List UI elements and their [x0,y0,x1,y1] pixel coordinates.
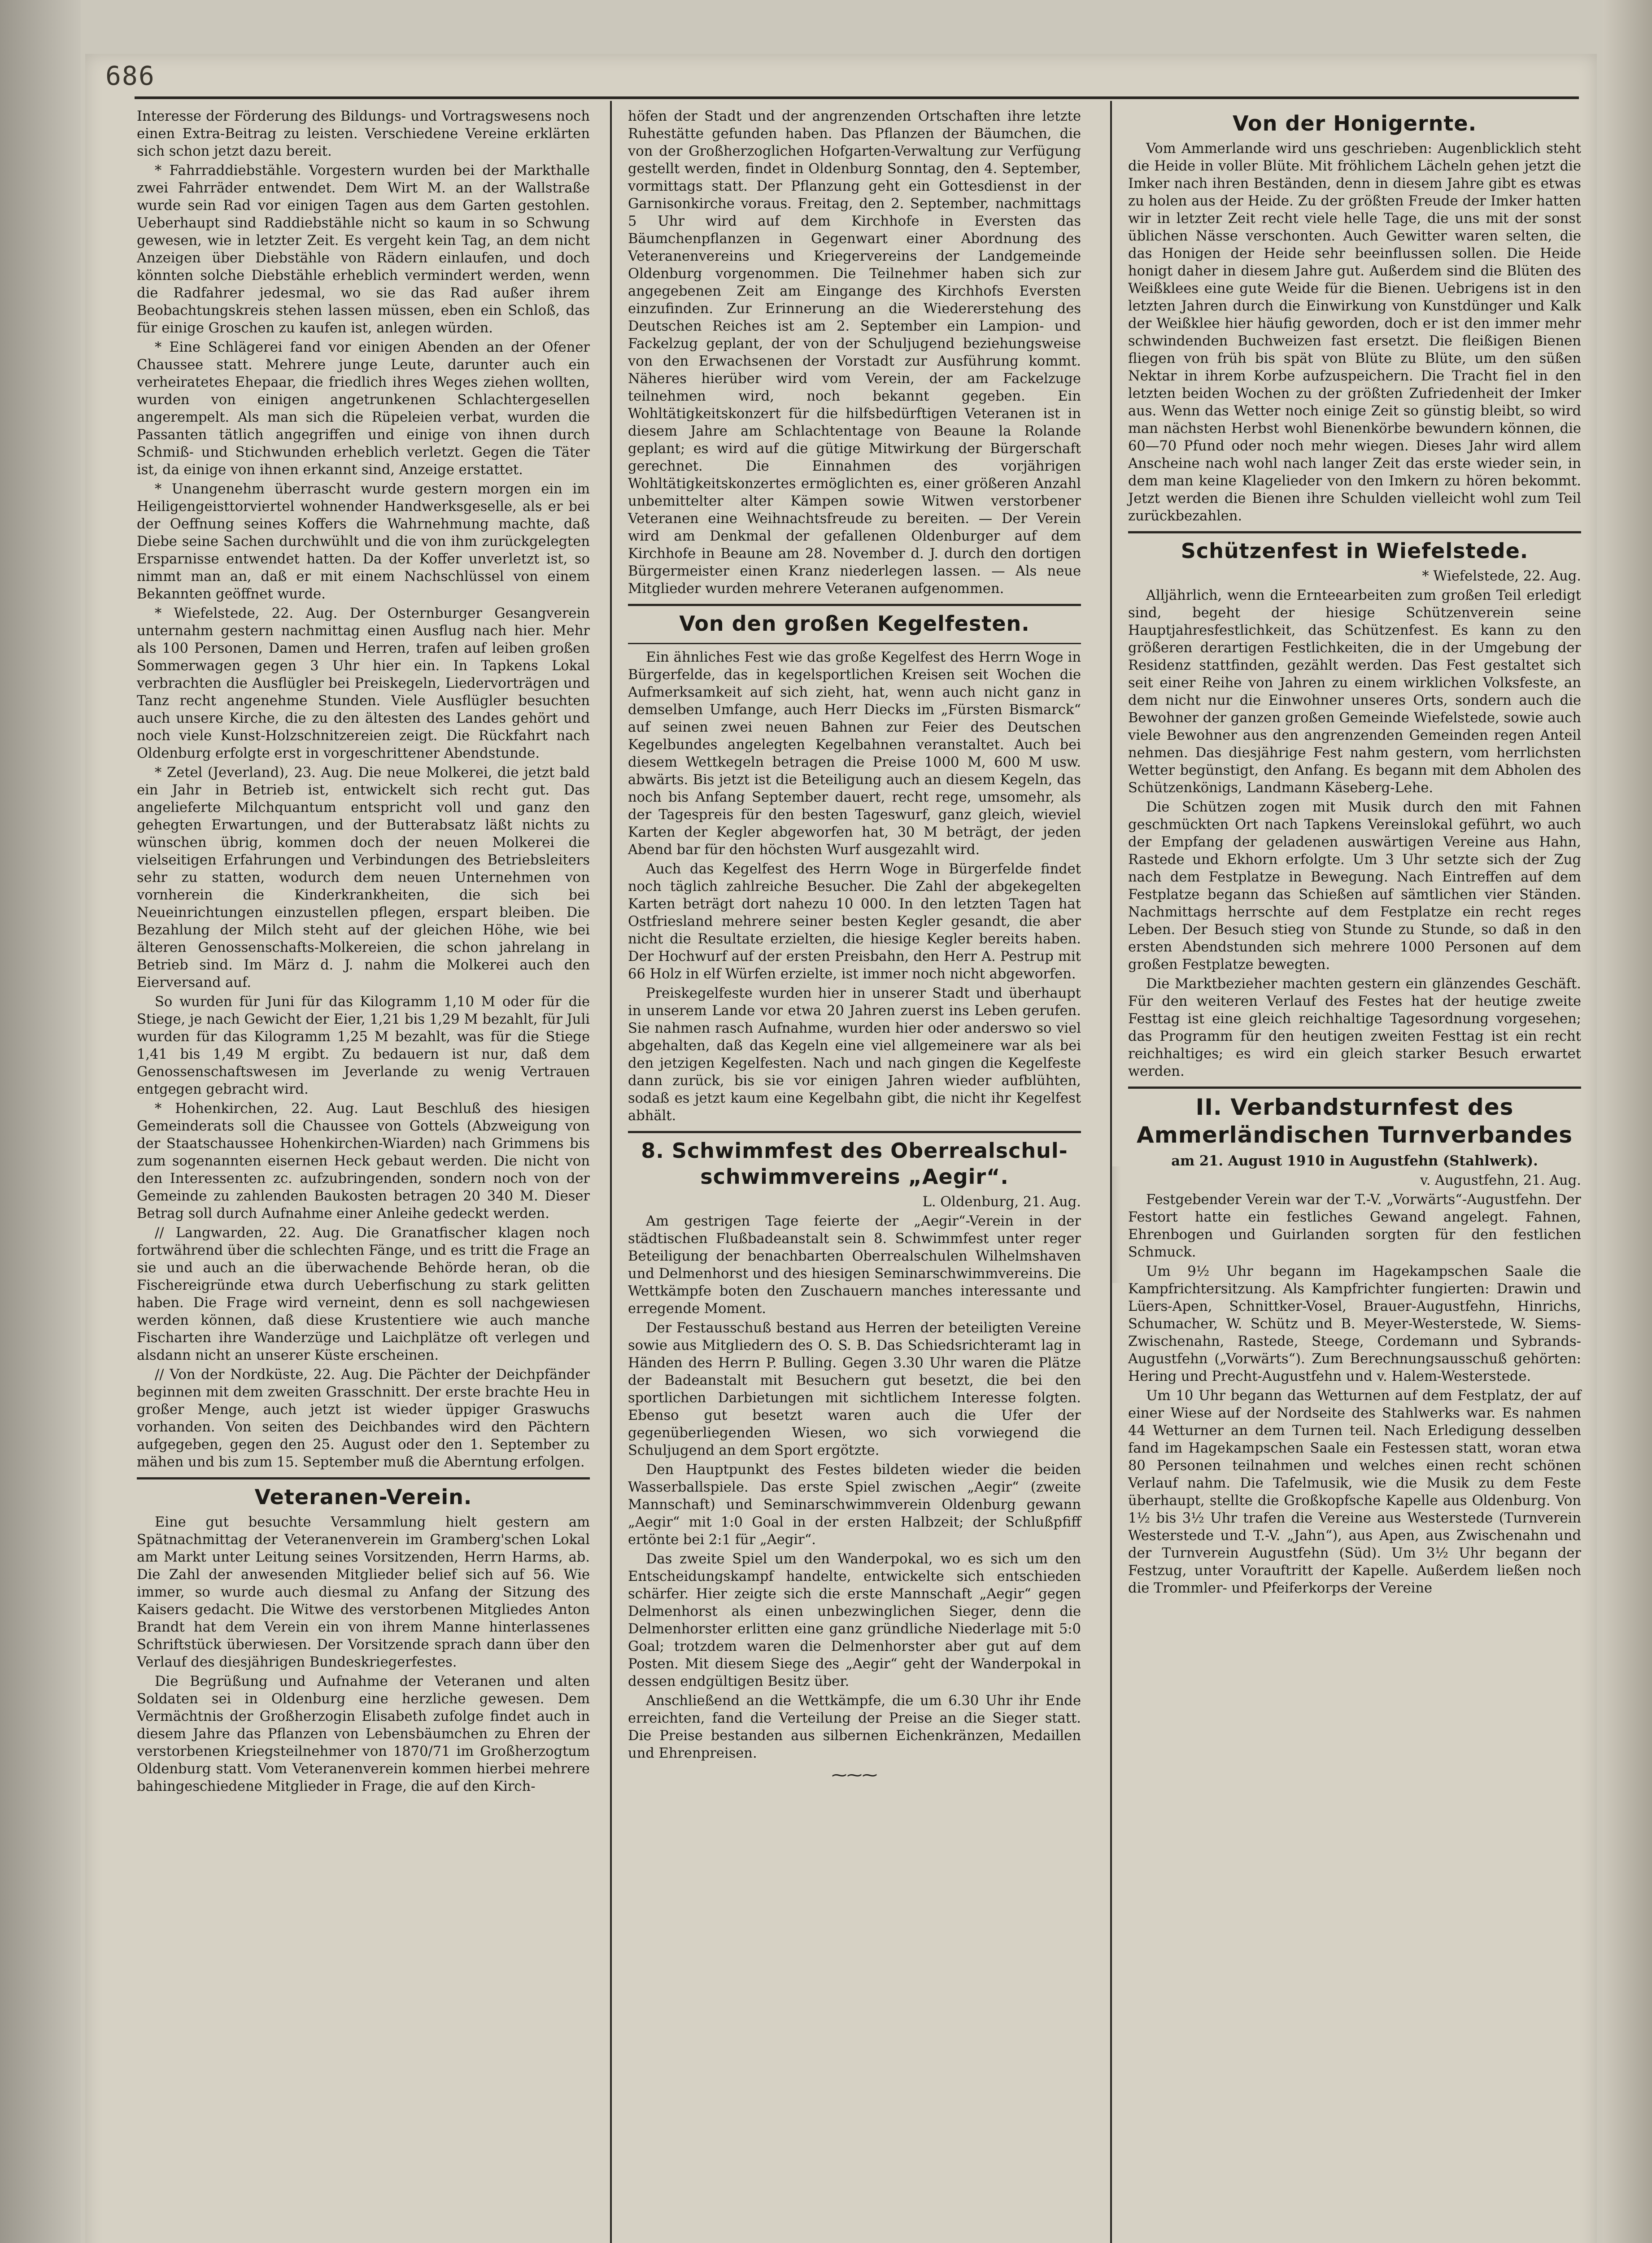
article-paragraph: Die Begrüßung und Aufnahme der Veteranen und alten Soldaten sei in Oldenburg eine herzliche gewesen. Dem Vermächtnis der Großherzogin Elisabeth zufolge findet auch in diesem Jahre das Pflanzen von Lebensbäumchen zu Ehren der verstorbenen Kriegsteilnehmer von 1870/71 im Großherzogtum Oldenburg statt. Vom Veteranenverein kommen hierbei mehrere bahingeschiedene Mitglieder in Frage, die auf den Kirch- [137,1674,590,1794]
article-paragraph: // Von der Nordküste, 22. Aug. Die Pächter der Deichpfänder beginnen mit dem zweiten Grasschnitt. Der erste brachte Heu in großer Menge, auch jetzt ist wieder üppiger Graswuchs vorhanden. Von seiten des Deichbandes wird den Pächtern aufgegeben, gegen den 25. August oder den 1. September zu mähen und bis zum 15. September muß die Aberntung erfolgen. [137,1367,590,1470]
dateline: v. Augustfehn, 21. Aug. [1420,1173,1581,1188]
article-paragraph: Die Marktbezieher machten gestern ein glänzendes Geschäft. Für den weiteren Verlauf des Festes hat der heutige zweite Festtag ist eine gleich reichhaltige Tagesordnung vorgesehen; das Programm für den heutigen zweiten Festtag ist ein recht reichhaltiges; es wird ein gleich starker Besuch erwartet werden. [1128,976,1581,1079]
top-rule [135,96,1579,99]
heading-kegelfeste: Von den großen Kegelfesten. [679,611,1030,636]
article-paragraph: Alljährlich, wenn die Ernteearbeiten zum großen Teil erledigt sind, begeht der hiesige Schützenverein seine Hauptjahresfestlichkeit, das Schützenfest. Es kann zu den größeren derartigen Festlichkeiten, die in der Umgebung der Residenz stattfinden, gezählt werden. Das Fest gestaltet sich seit einer Reihe von Jahren zu einem wirklichen Volksfeste, an dem nicht nur die Einwohner unseres Orts, sondern auch die Bewohner der ganzen großen Gemeinde Wiefelstede, sowie auch viele Bewohner aus den angrenzenden Gemeinden regen Anteil nehmen. Das diesjährige Fest nahm gestern, vom herrlichsten Wetter begünstigt, den Anfang. Es begann mit dem Abholen des Schützenkönigs, Landmann Käseberg-Lehe. [1128,588,1581,796]
column-rule-2 [1110,101,1112,2243]
article-paragraph: * Unangenehm überrascht wurde gestern morgen ein im Heiligengeisttorviertel wohnender Handwerksgeselle, als er bei der Oeffnung seines Koffers die Wahrnehmung machte, daß Diebe seine Sachen durchwühlt und die von ihm zurückgelegten Ersparnisse entwendet hatten. Da der Koffer unverletzt ist, so nimmt man an, daß er mit einem Nachschlüssel von einem Bekannten geöffnet wurde. [137,481,590,602]
article-paragraph: höfen der Stadt und der angrenzenden Ortschaften ihre letzte Ruhestätte gefunden haben. Das Pflanzen der Bäumchen, die von der Großherzoglichen Hofgarten-Verwaltung zur Verfügung gestellt werden, findet in Oldenburg Sonntag, den 4. September, vormittags statt. Der Pflanzung geht ein Gottesdienst in der Garnisonkirche voraus. Freitag, den 2. September, nachmittags 5 Uhr wird auf dem Kirchhofe in Eversten das Bäumchenpflanzen in Gegenwart einer Abordnung des Veteranenvereins und Kriegervereins der Landgemeinde Oldenburg vorgenommen. Die Teilnehmer haben sich zur angegebenen Zeit am Eingange des Kirchhofs Eversten einzufinden. Zur Erinnerung an die Wiedererstehung des Deutschen Reiches ist am 2. September ein Lampion- und Fackelzug geplant, der von der Schuljugend beziehungsweise von den Erwachsenen der Vorstadt zur Ausführung kommt. Näheres hierüber wird vom Verein, der am Fackelzuge teilnehmen wird, noch bekannt gegeben. Ein Wohltätigkeitskonzert für die hilfsbedürftigen Veteranen ist in diesem Jahre am Schlachtentage von Beaune la Rolande geplant; es wird auf die gütige Mitwirkung der Bürgerschaft gerechnet. Die Einnahmen des vorjährigen Wohltätigkeitskonzertes ermöglichten es, einer größeren Anzahl unbemittelter alter Kämpen sowie Witwen verstorbener Veteranen eine Weihnachtsfreude zu bereiten. — Der Verein wird am Denkmal der gefallenen Oldenburger auf dem Kirchhofe in Beaune am 28. November d. J. durch den dortigen Bürgermeister einen Kranz niederlegen lassen. — Als neue Mitglieder wurden mehrere Veteranen aufgenommen. [628,109,1081,597]
dateline: * Wiefelstede, 22. Aug. [1422,568,1581,584]
heading-veteranen-verein: Veteranen-Verein. [254,1485,472,1509]
article-paragraph: So wurden für Juni für das Kilogramm 1,10 M oder für die Stiege, je nach Gewicht der Eier, 1,21 bis 1,29 M bezahlt, für Juli wurden für das Kilogramm 1,25 M bezahlt, was für die Stiege 1,41 bis 1,49 M ergibt. Zu bedauern ist nur, daß dem Genossenschaftswesen im Jeverlande zu wenig Vertrauen entgegen gebracht wird. [137,994,590,1097]
heading-honigernte: Von der Honigernte. [1232,111,1477,135]
article-paragraph: Anschließend an die Wettkämpfe, die um 6.30 Uhr ihr Ende erreichten, fand die Verteilung der Preise an die Sieger statt. Die Preise bestanden aus silbernen Eichenkränzen, Medaillen und Ehrenpreisen. [628,1693,1081,1761]
subheading: am 21. August 1910 in Augustfehn (Stahlwerk). [1171,1153,1538,1169]
article-paragraph: * Wiefelstede, 22. Aug. Der Osternburger Gesangverein unternahm gestern nachmittag einen Ausflug nach hier. Mehr als 100 Personen, Damen und Herren, trafen auf leiben großen Sommerwagen gegen 3 Uhr hier ein. In Tapkens Lokal verbrachten die Ausflügler bei Preiskegeln, Liedervorträgen und Tanz recht angenehme Stunden. Viele Ausflügler besuchten auch unsere Kirche, die zu den ältesten des Landes gehört und noch viele Kunst-Holzschnitzereien zeigt. Die Rückfahrt nach Oldenburg erfolgte erst in vorgeschrittener Abendstunde. [137,606,590,761]
article-paragraph: Am gestrigen Tage feierte der „Aegir“-Verein in der städtischen Flußbadeanstalt sein 8. Schwimmfest unter reger Beteiligung der benachbarten Oberrealschulen Wilhelmshaven und Delmenhorst und des hiesigen Seminarschwimmvereins. Die Wettkämpfe boten den Zuschauern manches interessante und erregende Moment. [628,1213,1081,1317]
article-paragraph: Ein ähnliches Fest wie das große Kegelfest des Herrn Woge in Bürgerfelde, das in kegelsportlichen Kreisen seit Wochen die Aufmerksamkeit auf sich zieht, hat, wenn auch nicht ganz in demselben Umfange, auch Herr Diecks im „Fürsten Bismarck“ auf seinen zwei neuen Bahnen zur Feier des Deutschen Kegelbundes angelegten Kegelbahnen veranstaltet. Auch bei diesem Wettkegeln betragen die Preise 1000 M, 600 M usw. abwärts. Bis jetzt ist die Beteiligung auch an diesem Kegeln, das noch bis Anfang September dauert, recht rege, umsomehr, als der Tagespreis für den besten Tageswurf, ganz gleich, wieviel Karten der Kegler abgeworfen hat, 30 M beträgt, der jeden Abend bar für den höchsten Wurf ausgezahlt wird. [628,650,1081,858]
article-paragraph: Um 9½ Uhr begann im Hagekampschen Saale die Kampfrichtersitzung. Als Kampfrichter fungierten: Drawin und Lüers-Apen, Schnittker-Vosel, Brauer-Augustfehn, Hinrichs, Schumacher, W. Schütz und B. Meyer-Westerstede, W. Siems-Zwischenahn, Rastede, Steege, Cordemann und Sybrands-Augustfehn („Vorwärts“). Zum Berechnungsausschuß gehörten: Hering und Precht-Augustfehn und v. Halem-Westerstede. [1128,1264,1581,1384]
article-paragraph: Das zweite Spiel um den Wanderpokal, wo es sich um den Entscheidungskampf handelte, entwickelte sich entschieden schärfer. Hier zeigte sich die erste Mannschaft „Aegir“ gegen Delmenhorst als einen unbezwinglichen Sieger, denn die Delmenhorster erlitten eine ganz gründliche Niederlage mit 5:0 Goal; trotzdem waren die Delmenhorster aber gut auf dem Posten. Mit diesem Siege des „Aegir“ geht der Wanderpokal in dessen endgültigen Besitz über. [628,1551,1081,1689]
book-gutter [0,0,81,2243]
heading-schwimmfest: 8. Schwimmfest des Oberrealschul-schwimmvereins „Aegir“. [641,1139,1068,1189]
article-paragraph: * Hohenkirchen, 22. Aug. Laut Beschluß des hiesigen Gemeinderats soll die Chaussee von Gottels (Abzweigung von der Staatschaussee Hohenkirchen-Wiarden) nach Grimmens bis zum sogenannten eisernen Heck gebaut werden. Die nicht von den Interessenten zc. aufzubringenden, sondern noch von der Gemeinde zu zahlenden Baukosten betragen 20 340 M. Dieser Betrag soll durch Aufnahme einer Anleihe gedeckt werden. [137,1101,590,1222]
article-paragraph: Die Schützen zogen mit Musik durch den mit Fahnen geschmückten Ort nach Tapkens Vereinslokal geführt, wo auch der Empfang der geladenen auswärtigen Vereine aus Hahn, Rastede und Ekhorn erfolgte. Um 3 Uhr setzte sich der Zug nach dem Festplatze in Bewegung. Nach Eintreffen auf dem Festplatze begann das Schießen auf sämtlichen vier Ständen. Nachmittags herrschte auf dem Festplatze ein recht reges Leben. Der Besuch stieg von Stunde zu Stunde, so daß in den ersten Abendstunden sich mehrere 1000 Personen auf dem großen Festplatze bewegten. [1128,799,1581,973]
article-paragraph: Der Festausschuß bestand aus Herren der beteiligten Vereine sowie aus Mitgliedern des O. S. B. Das Schiedsrichteramt lag in Händen des Herrn P. Bulling. Gegen 3.30 Uhr waren die Plätze der Badeanstalt mit Besuchern gut besetzt, die bei den sportlichen Darbietungen mit sichtlichem Interesse folgten. Ebenso gut besetzt waren auch die Ufer der gegenüberliegenden Wiesen, wo sich vorwiegend die Schuljugend an dem Sport ergötzte. [628,1320,1081,1458]
section-divider [137,1477,590,1479]
section-divider [628,643,1081,644]
column-2 [628,108,1081,1784]
article-paragraph: * Eine Schlägerei fand vor einigen Abenden an der Ofener Chaussee statt. Mehrere junge Leute, darunter auch ein verheiratetes Ehepaar, die friedlich ihres Weges ziehen wollten, wurden von einigen angetrunkenen Schlachtergesellen angerempelt. Als man sich die Rüpeleien verbat, wurden die Passanten tätlich angegriffen und einige von ihnen durch Schmiß- und Stichwunden erheblich verletzt. Gegen die Täter ist, da einige von ihnen erkannt sind, Anzeige erstattet. [137,340,590,478]
dateline: L. Oldenburg, 21. Aug. [922,1194,1081,1210]
column-rule-1 [610,101,612,2243]
article-paragraph: Interesse der Förderung des Bildungs- und Vortragswesens noch einen Extra-Beitrag zu leisten. Verschiedene Vereine erklärten sich schon jetzt dazu bereit. [137,109,590,159]
end-ornament: ⁓⁓⁓ [832,1766,877,1784]
column-3 [1128,108,1581,1599]
next-page-edge [1603,0,1652,2243]
article-paragraph: Festgebender Verein war der T.-V. „Vorwärts“-Augustfehn. Der Festort hatte ein festliches Gewand angelegt. Fahnen, Ehrenbogen und Guirlanden sorgten für den festlichen Schmuck. [1128,1192,1581,1260]
article-paragraph: * Zetel (Jeverland), 23. Aug. Die neue Molkerei, die jetzt bald ein Jahr in Betrieb ist, entwickelt sich recht gut. Das angelieferte Milchquantum entspricht voll und ganz den gehegten Erwartungen, und der Butterabsatz läßt nichts zu wünschen übrig, kommen doch der neuen Molkerei die vielseitigen Erfahrungen und Verbindungen des Betriebsleiters sehr zu statten, wodurch dem neuen Unternehmen von vornherein die Kinderkrankheiten, die sich bei Neueinrichtungen einzustellen pflegen, erspart bleiben. Die Bezahlung der Milch steht auf der gleichen Höhe, wie bei älteren Genossenschafts-Molkereien, die schon jahrelang in Betrieb sind. Im März d. J. nahm die Molkerei auch den Eierversand auf. [137,765,590,991]
heading-verbandsturnfest: II. Verbandsturnfest des Ammerländischen Turnverbandes [1137,1094,1573,1148]
column-1 [137,108,590,1797]
paper-fold [1112,1166,1121,1283]
article-paragraph: * Fahrraddiebstähle. Vorgestern wurden bei der Markthalle zwei Fahrräder entwendet. Dem Wirt M. an der Wallstraße wurde sein Rad vor einigen Tagen aus dem Garten gestohlen. Ueberhaupt sind Raddiebstähle nicht so kaum in so Schwung gewesen, wie in letzter Zeit. Es vergeht kein Tag, an dem nicht Anzeigen über Diebstähle von Rädern einlaufen, und doch könnten solche Diebstähle erheblich vermindert werden, wenn die Radfahrer jedesmal, wo sie das Rad außer ihrem Beobachtungskreis stehen lassen müssen, eben ein Schloß, das für einige Groschen zu kaufen ist, anlegen würden. [137,163,590,336]
article-paragraph: Preiskegelfeste wurden hier in unserer Stadt und überhaupt in unserem Lande vor etwa 20 Jahren zuerst ins Leben gerufen. Sie nahmen rasch Aufnahme, wurden hier oder anderswo so viel abgehalten, daß das Kegeln eine viel allgemeinere war als bei den jetzigen Kegelfesten. Nach und nach gingen die Kegelfeste dann zurück, bis sie vor einigen Jahren wieder aufblühten, sodaß es jetzt kaum eine Kegelbahn gibt, die nicht ihr Kegelfest abhält. [628,986,1081,1124]
article-paragraph: Um 10 Uhr begann das Wetturnen auf dem Festplatz, der auf einer Wiese auf der Nordseite des Stahlwerks war. Es nahmen 44 Wetturner an dem Turnen teil. Nach Erledigung desselben fand im Hagekampschen Saale ein Festessen statt, woran etwa 80 Personen teilnahmen und welches einen recht schönen Verlauf nahm. Die Tafelmusik, wie die Musik zu dem Feste überhaupt, stellte die Großkopfsche Kapelle aus Oldenburg. Von 1½ bis 3½ Uhr trafen die Vereine aus Westerstede (Turnverein Westerstede und T.-V. „Jahn“), aus Apen, aus Zwischenahn und der Turnverein Augustfehn (Süd). Um 3½ Uhr begann der Festzug, unter Vorauftritt der Kapelle. Außerdem ließen noch die Trommler- und Pfeiferkorps der Vereine [1128,1388,1581,1596]
section-divider [1128,1087,1581,1089]
section-divider [1128,531,1581,533]
section-divider [628,1131,1081,1133]
article-paragraph: Eine gut besuchte Versammlung hielt gestern am Spätnachmittag der Veteranenverein im Gramberg'schen Lokal am Markt unter Leitung seines Vorsitzenden, Herrn Harms, ab. Die Zahl der anwesenden Mitglieder belief sich auf 56. Wie immer, so wurde auch diesmal zu Anfang der Sitzung des Kaisers gedacht. Die Witwe des verstorbenen Mitgliedes Anton Brandt hat dem Verein ein von ihrem Manne hinterlassenes Schriftstück überwiesen. Der Vorsitzende sprach dann über den Verlauf des diesjährigen Bundeskriegerfestes. [137,1514,590,1670]
article-paragraph: Auch das Kegelfest des Herrn Woge in Bürgerfelde findet noch täglich zahlreiche Besucher. Die Zahl der abgekegelten Karten beträgt dort nahezu 10 000. In den letzten Tagen hat Ostfriesland mehrere seiner besten Kegler gesandt, die aber nicht die Resultate erzielten, die hiesige Kegler bereits haben. Der Hochwurf auf der ersten Preisbahn, den Herr A. Pestrup mit 66 Holz in elf Würfen erzielte, ist immer noch nicht abgeworfen. [628,861,1081,982]
article-paragraph: Vom Ammerlande wird uns geschrieben: Augenblicklich steht die Heide in voller Blüte. Mit fröhlichem Lächeln gehen jetzt die Imker nach ihren Beständen, denn in diesem Jahre gibt es etwas zu holen aus der Heide. Zu der größten Freude der Imker hatten wir in letzter Zeit recht viele helle Tage, die uns mit der sonst üblichen Nässe verschonten. Auch Gewitter waren selten, die das Honigen der Heide sehr beeinflussen sollen. Die Heide honigt daher in diesem Jahre gut. Außerdem sind die Blüten des Weißklees eine gute Weide für die Bienen. Uebrigens ist in den letzten Jahren durch die Einwirkung von Kunstdünger und Kalk der Weißklee hier häufig geworden, doch er ist den immer mehr schwindenden Buchweizen fast ersetzt. Die fleißigen Bienen fliegen von früh bis spät von Blüte zu Blüte, um den süßen Nektar in ihrem Korbe aufzuspeichern. Die Tracht fiel in den letzten beiden Wochen zu der größten Zufriedenheit der Imker aus. Wenn das Wetter noch einige Zeit so günstig bleibt, so wird man nächsten Herbst wohl Bienenkörbe bewundern können, die 60—70 Pfund oder noch mehr wiegen. Dieses Jahr wird allem Anscheine nach wohl nach langer Zeit das erste wieder sein, in dem man keine Klagelieder von den Imkern zu hören bekommt. Jetzt werden die Bienen ihre Schulden vielleicht wohl zum Teil zurückbezahlen. [1128,141,1581,524]
article-paragraph: // Langwarden, 22. Aug. Die Granatfischer klagen noch fortwährend über die schlechten Fänge, und es tritt die Frage an sie und auch an die überwachende Behörde heran, ob die Fischereigründe etwa durch Ueberfischung zu stark gelitten haben. Die Frage wird verneint, denn es soll nachgewiesen werden können, daß diese Krustentiere wie auch manche Fischarten ihre Wanderzüge und Laichplätze oft verlegen und alsdann nicht an unserer Küste erscheinen. [137,1225,590,1363]
article-paragraph: Den Hauptpunkt des Festes bildeten wieder die beiden Wasserballspiele. Das erste Spiel zwischen „Aegir“ (zweite Mannschaft) und Seminarschwimmverein Oldenburg gewann „Aegir“ mit 1:0 Goal in der ersten Halbzeit; der Schlußpfiff ertönte bei 2:1 für „Aegir“. [628,1462,1081,1548]
section-divider [628,604,1081,606]
page-number: 686 [105,61,155,91]
heading-schuetzenfest: Schützenfest in Wiefelstede. [1181,539,1529,563]
